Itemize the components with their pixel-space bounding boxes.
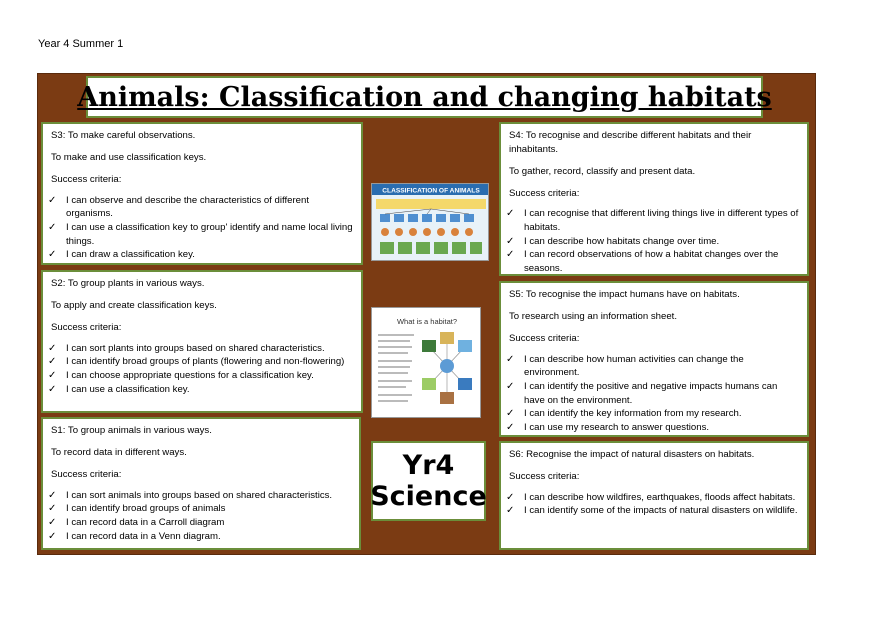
success-criteria-label: Success criteria: [509, 333, 580, 345]
checkmark-icon: ✓ [48, 356, 57, 368]
checkmark-icon: ✓ [48, 489, 57, 501]
poster-title: What is a habitat? [396, 317, 458, 326]
habitat-poster-graphic [372, 308, 481, 418]
checkmark-icon: ✓ [506, 208, 515, 220]
checkmark-icon: ✓ [506, 380, 515, 392]
checkmark-icon: ✓ [48, 249, 57, 261]
criteria-list [506, 491, 799, 518]
criteria-item: ✓ I can identify broad groups of plants (flowering and non-flowering) [48, 356, 345, 368]
criteria-item: ✓ I can recognise that different living things live in different types of habitats. [506, 208, 799, 233]
criteria-item: ✓ I can observe and describe the characteristics of different organisms. [48, 194, 309, 220]
success-criteria-label: Success criteria: [51, 322, 122, 334]
card-s3 [41, 122, 363, 265]
card-s2 [41, 270, 363, 413]
success-criteria-label: Success criteria: [51, 174, 122, 186]
objective: S2: To group plants in various ways. [51, 278, 205, 289]
sub-objective: To research using an information sheet. [509, 311, 677, 323]
badge-year: Yr4 [402, 450, 455, 481]
criteria-item: ✓ I can sort animals into groups based on shared characteristics. [48, 489, 333, 501]
criteria-item: ✓ I can describe how wildfires, earthquakes, floods affect habitats. [506, 491, 796, 503]
criteria-list [48, 342, 353, 396]
criteria-item: ✓ I can describe how human activities can change the environment. [506, 353, 744, 379]
success-criteria-label: Success criteria: [51, 469, 122, 481]
criteria-item: ✓ I can draw a classification key. [48, 249, 195, 261]
sub-objective: To make and use classification keys. [51, 152, 207, 164]
card-s4 [499, 122, 809, 276]
checkmark-icon: ✓ [48, 369, 57, 381]
criteria-item: ✓ I can identify the key information from my research. [506, 408, 742, 420]
document-header: Year 4 Summer 1 [38, 38, 124, 50]
yr4-science-badge [371, 441, 486, 521]
checkmark-icon: ✓ [506, 421, 515, 433]
checkmark-icon: ✓ [48, 342, 57, 354]
objective: S4: To recognise and describe different habitats and their inhabitants. [509, 130, 752, 155]
criteria-item: ✓ I can use my research to answer questions. [506, 421, 710, 433]
objective: S5: To recognise the impact humans have on habitats. [509, 289, 740, 300]
sub-objective: To record data in different ways. [51, 447, 187, 459]
checkmark-icon: ✓ [506, 235, 515, 247]
criteria-item: ✓ I can identify broad groups of animals [48, 503, 226, 515]
classification-poster-image [371, 183, 489, 261]
criteria-item: ✓ I can describe how habitats change over time. [506, 235, 720, 247]
criteria-item: ✓ I can identify some of the impacts of natural disasters on wildlife. [506, 505, 798, 517]
checkmark-icon: ✓ [506, 491, 515, 503]
criteria-item: ✓ I can choose appropriate questions for a classification key. [48, 369, 314, 381]
success-criteria-label: Success criteria: [509, 471, 580, 483]
checkmark-icon: ✓ [506, 353, 515, 365]
sub-objective: To apply and create classification keys. [51, 300, 217, 312]
checkmark-icon: ✓ [48, 503, 57, 515]
checkmark-icon: ✓ [506, 408, 515, 420]
badge-subject: Science [370, 481, 487, 512]
page-title: Animals: Classification and changing habitats [77, 81, 772, 113]
checkmark-icon: ✓ [48, 221, 57, 233]
criteria-item: ✓ I can use a classification key to group' identify and name local living things. [48, 221, 353, 247]
card-s5 [499, 281, 809, 437]
objective: S1: To group animals in various ways. [51, 425, 212, 436]
objective: S3: To make careful observations. [51, 130, 196, 141]
habitat-poster-image [371, 307, 481, 418]
criteria-item: ✓ I can record observations of how a habitat changes over the seasons. [506, 249, 779, 274]
checkmark-icon: ✓ [48, 383, 57, 395]
criteria-item: ✓ I can identify the positive and negative impacts humans can have on the environment. [506, 380, 778, 406]
checkmark-icon: ✓ [506, 249, 515, 261]
sub-objective: To gather, record, classify and present data. [509, 165, 696, 177]
criteria-item: ✓ I can record data in a Carroll diagram [48, 516, 225, 528]
checkmark-icon: ✓ [506, 505, 515, 517]
card-s6 [499, 441, 809, 550]
classification-poster-graphic [372, 184, 489, 261]
criteria-list [48, 489, 351, 543]
objective: S6: Recognise the impact of natural disasters on habitats. [509, 449, 755, 460]
criteria-item: ✓ I can record data in a Venn diagram. [48, 530, 221, 542]
title-banner [77, 76, 772, 118]
criteria-list [506, 207, 799, 275]
checkmark-icon: ✓ [48, 516, 57, 528]
criteria-item: ✓ I can sort plants into groups based on shared characteristics. [48, 342, 325, 354]
success-criteria-label: Success criteria: [509, 187, 580, 199]
poster-title: CLASSIFICATION OF ANIMALS [382, 187, 480, 195]
criteria-list [48, 194, 353, 262]
criteria-item: ✓ I can use a classification key. [48, 383, 190, 395]
criteria-list [506, 353, 799, 435]
checkmark-icon: ✓ [48, 194, 57, 206]
card-s1 [41, 417, 361, 550]
checkmark-icon: ✓ [48, 530, 57, 542]
